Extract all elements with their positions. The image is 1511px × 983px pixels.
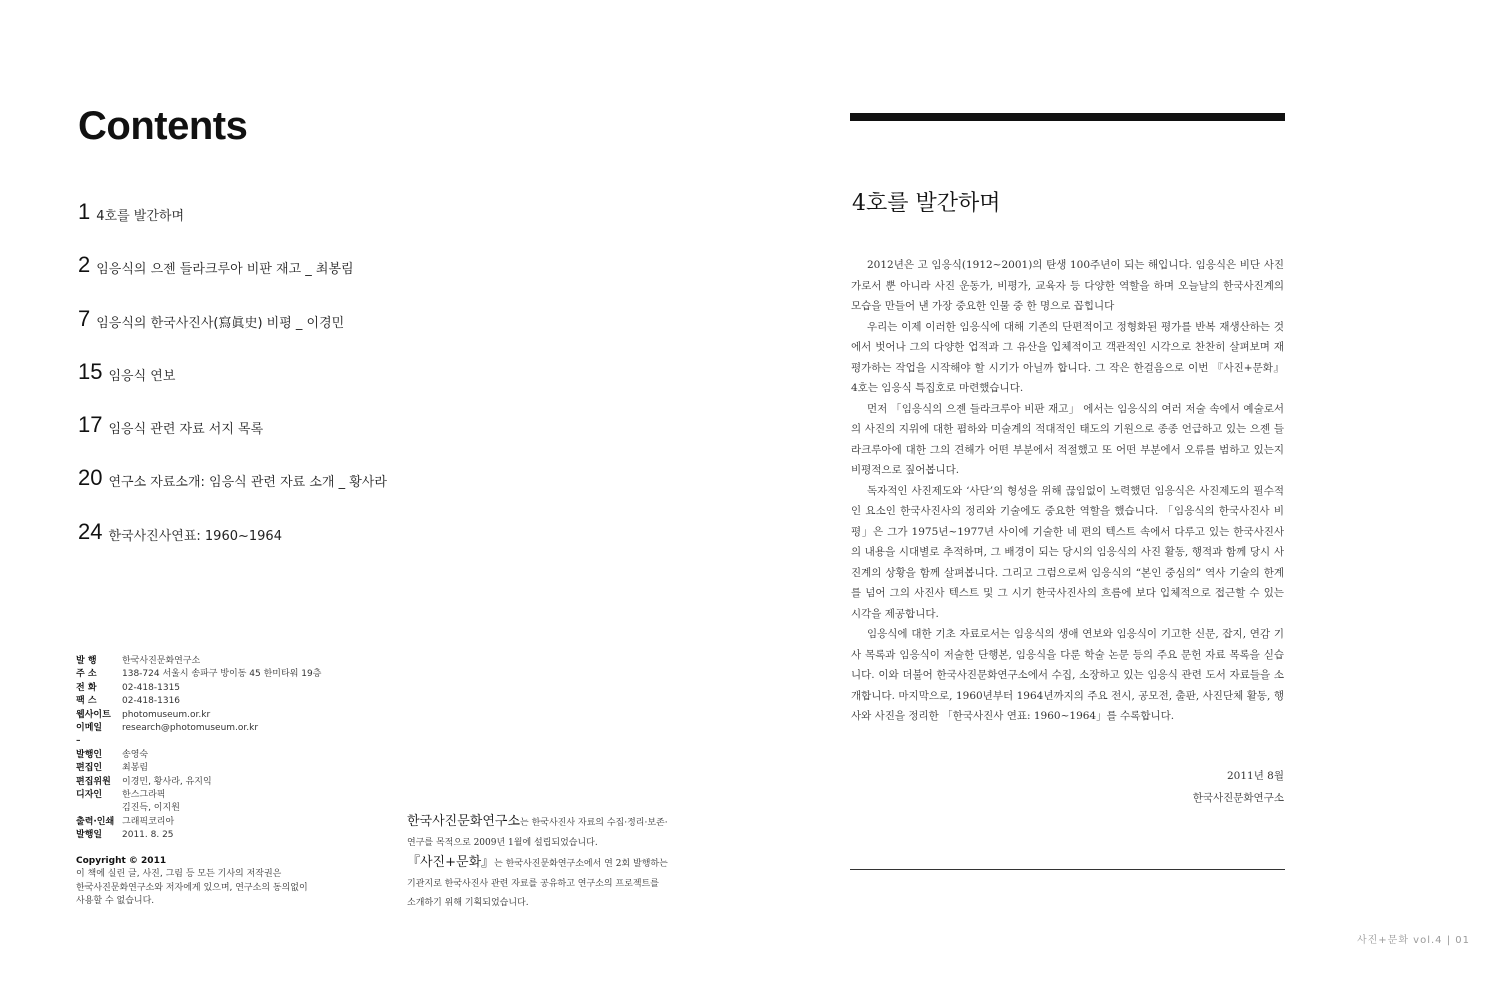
website-link[interactable]: photomuseum.or.kr	[122, 709, 211, 720]
institute-intro	[407, 812, 697, 914]
toc-item-title: 한국사진사연표: 1960~1964	[108, 528, 282, 544]
colophon-row	[76, 655, 406, 668]
toc-item-title: 4호를 발간하며	[96, 209, 185, 224]
colophon-row	[76, 762, 406, 775]
colophon-label	[76, 802, 122, 815]
article-paragraph: 우리는 이제 이러한 임응식에 대해 기존의 단편적이고 정형화된 평가를 반복 재생산하는 것에서 벗어나 그의 다양한 업적과 그 유산을 입체적이고 객관적인 시각으로 찬찬히 살펴보며 재평가하는 작업을 시작해야 할 시기가 아닐까 합니다. 그 작은 한걸음으로 이번 『사진+문화』 4호는 임응식 특집호로 마련했습니다.	[851, 320, 1284, 394]
journal-name: 『사진+문화』	[407, 855, 495, 870]
colophon-label: 웹사이트	[76, 709, 111, 720]
toc-item-title: 연구소 자료소개: 임응식 관련 자료 소개 _ 황사라	[108, 475, 387, 491]
signoff	[1084, 765, 1284, 809]
colophon-value: 02-418-1315	[122, 682, 181, 693]
toc-page-number: 24	[78, 518, 103, 544]
colophon-row	[76, 682, 406, 695]
colophon-separator: –	[76, 736, 81, 747]
colophon-label: 발행일	[76, 830, 103, 841]
toc-item[interactable]	[78, 356, 638, 409]
colophon-row	[76, 749, 406, 762]
colophon-label: 출력·인쇄	[76, 816, 115, 827]
colophon-row	[76, 668, 406, 681]
colophon-row	[76, 789, 406, 802]
intro-line: 연구를 목적으로 2009년 1월에 설립되었습니다.	[407, 837, 598, 848]
toc-page-number: 7	[78, 305, 91, 331]
article-body	[851, 255, 1284, 727]
email-link[interactable]: research@photomuseum.or.kr	[122, 722, 259, 733]
article-paragraph: 먼저 「임응식의 으젠 들라크루아 비판 재고」 에서는 임응식의 여러 저술 속에서 예술로서의 사진의 지위에 대한 폄하와 미술계의 적대적인 태도의 기원으로 종종 언급하고 있는 으젠 들라크루아에 대한 그의 견해가 어떤 부분에서 적절했고 또 어떤 부분에서 오류를 범하고 있는지 비평적으로 짚어봅니다.	[851, 402, 1284, 476]
intro-line	[407, 853, 697, 875]
colophon-value: 2011. 8. 25	[122, 830, 174, 841]
article-title: 4호를 발간하며	[852, 191, 1001, 216]
colophon-value: 그래픽코리아	[122, 816, 175, 827]
colophon-label: 편집위원	[76, 776, 111, 787]
copyright-notice	[76, 855, 396, 909]
colophon-value: 김진득, 이지원	[122, 803, 180, 814]
colophon-row	[76, 829, 406, 842]
toc-item[interactable]	[78, 516, 638, 569]
org-name: 한국사진문화연구소	[407, 814, 521, 829]
intro-line	[407, 812, 697, 834]
colophon-label: 발 행	[76, 656, 97, 666]
colophon-value: 최봉림	[122, 763, 149, 774]
article-paragraph: 임응식에 대한 기초 자료로서는 임응식의 생애 연보와 임응식이 기고한 신문, 잡지, 연감 기사 목록과 임응식이 저술한 단행본, 임응식을 다룬 학술 논문 등의 주요 문헌 자료 목록을 싣습니다. 이와 더불어 한국사진문화연구소에서 수집, 소장하고 있는 임응식 관련 도서 자료들을 소개합니다. 마지막으로, 1960년부터 1964년까지의 주요 전시, 공모전, 출판, 사진단체 활동, 행사와 사진을 정리한 「한국사진사 연표: 1960~1964」를 수록합니다.	[851, 628, 1284, 722]
colophon-value: 이경민, 황사라, 유지익	[122, 776, 212, 787]
toc-item[interactable]	[78, 462, 638, 515]
toc-item[interactable]	[78, 409, 638, 462]
copyright-line: 사용할 수 없습니다.	[76, 896, 155, 907]
toc-item-title: 임응식 연보	[108, 368, 176, 384]
copyright-title: Copyright © 2011	[76, 856, 167, 866]
copyright-line: 한국사진문화연구소와 저자에게 있으며, 연구소의 동의없이	[76, 882, 308, 893]
colophon-value: 한스그라픽	[122, 789, 166, 800]
colophon-row	[76, 709, 406, 722]
colophon-value: 송영숙	[122, 749, 149, 760]
colophon-label: 전 화	[76, 682, 97, 693]
colophon-value: 한국사진문화연구소	[122, 656, 201, 666]
toc-item[interactable]	[78, 303, 638, 356]
colophon-label: 발행인	[76, 749, 103, 760]
toc-item-title: 임응식 관련 자료 서지 목록	[108, 422, 264, 438]
intro-line: 기관지로 한국사진사 관련 자료를 공유하고 연구소의 프로젝트를	[407, 878, 659, 889]
toc-item-title: 임응식의 한국사진사(寫眞史) 비평 _ 이경민	[96, 315, 345, 331]
copyright-line: 이 책에 실린 글, 사진, 그림 등 모든 기사의 저작권은	[76, 869, 282, 880]
toc-page-number: 2	[78, 252, 91, 278]
article-paragraph: 독자적인 사진제도와 ‘사단’의 형성을 위해 끊임없이 노력했던 임응식은 사진제도의 필수적인 요소인 한국사진사의 정리와 기술에도 중요한 역할을 했습니다. 「임응식의 한국사진사 비평」은 그가 1975년~1977년 사이에 기술한 네 편의 텍스트 속에서 다루고 있는 한국사진사의 내용을 시대별로 추적하며, 그 배경이 되는 당시의 임응식의 사진 활동, 행적과 함께 당시 사진계의 상황을 함께 살펴봅니다. 그리고 그럼으로써 임응식의 “본인 중심의” 역사 기술의 한계를 넘어 그의 사진사 텍스트 및 그 시기 한국사진사의 흐름에 보다 입체적으로 접근할 수 있는 시각을 제공합니다.	[851, 484, 1284, 620]
signoff-date: 2011년 8월	[1226, 770, 1284, 782]
colophon-row	[76, 722, 406, 735]
toc-item-title: 임응식의 으젠 들라크루아 비판 재고 _ 최봉림	[96, 262, 354, 278]
colophon-value: 138-724 서울시 송파구 방이동 45 한미타워 19층	[122, 669, 322, 680]
toc-page-number: 17	[78, 412, 103, 438]
colophon-row	[76, 802, 406, 815]
intro-line: 소개하기 위해 기획되었습니다.	[407, 898, 529, 908]
colophon-label: 편집인	[76, 763, 103, 774]
colophon-label: 디자인	[76, 789, 103, 800]
colophon	[76, 655, 406, 842]
colophon-row	[76, 695, 406, 708]
colophon-row	[76, 776, 406, 789]
signoff-author: 한국사진문화연구소	[1192, 792, 1284, 804]
bottom-rule	[850, 869, 1285, 870]
toc-page-number: 15	[78, 358, 103, 384]
colophon-row	[76, 816, 406, 829]
table-of-contents	[78, 196, 638, 569]
page-title: Contents	[78, 104, 248, 148]
toc-item[interactable]	[78, 249, 638, 302]
top-rule	[850, 113, 1285, 121]
toc-page-number: 1	[78, 199, 91, 224]
intro-text: 는 한국사진문화연구소에서 연 2회 발행하는	[494, 859, 668, 869]
colophon-label: 팩 스	[76, 696, 97, 707]
intro-text: 는 한국사진사 자료의 수집·정리·보존·	[520, 818, 668, 828]
toc-item[interactable]	[78, 196, 638, 249]
colophon-value: 02-418-1316	[122, 696, 181, 707]
colophon-label: 이메일	[76, 722, 103, 733]
page-footer: 사진+문화 vol.4 | 01	[1356, 935, 1470, 946]
colophon-label: 주 소	[76, 669, 97, 680]
article-paragraph: 2012년은 고 임응식(1912~2001)의 탄생 100주년이 되는 해입니다. 임응식은 비단 사진가로서 뿐 아니라 사진 운동가, 비평가, 교육자 등 다양한 역할을 하며 오늘날의 한국사진계의 모습을 만들어 낸 가장 중요한 인물 중 한 명으로 꼽힙니다	[851, 259, 1284, 312]
toc-page-number: 20	[78, 465, 103, 491]
